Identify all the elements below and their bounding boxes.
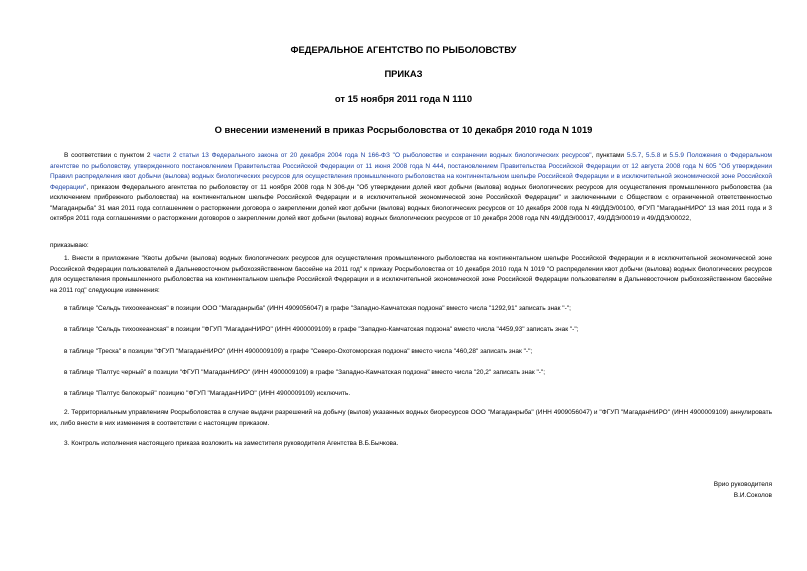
preamble-text-1: В соответствии с пунктом 2 xyxy=(64,152,154,159)
signatory-position: Врио руководителя xyxy=(713,481,772,488)
document-date-number: от 15 ноября 2011 года N 1110 xyxy=(334,93,473,104)
preamble-text-4: и xyxy=(660,152,670,159)
clause-link-558[interactable]: 5.5.8 xyxy=(645,152,661,159)
change-item: в таблице "Палтус белокорый" позицию "ФГУП "МагаданНИРО" (ИНН 4900009109) исключить. xyxy=(64,390,351,397)
clause-link-557[interactable]: 5.5.7 xyxy=(626,152,642,159)
preamble-paragraph xyxy=(50,151,772,225)
law-link[interactable]: части 2 статьи 13 Федерального закона от 20 декабря 2004 года N 166-ФЗ "О рыболовстве и сохранении водных биологических ресурсов" xyxy=(153,152,592,159)
document-title: О внесении изменений в приказ Росрыболовства от 10 декабря 2010 года N 1019 xyxy=(214,124,593,135)
agency-name: ФЕДЕРАЛЬНОЕ АГЕНТСТВО ПО РЫБОЛОВСТВУ xyxy=(290,44,517,55)
change-item: в таблице "Сельдь тихоокеанская" в позиции "ФГУП "МагаданНИРО" (ИНН 4900009109) в графе "Западно-Камчатская подзона" вместо числа "4459,93" записать знак "-"; xyxy=(64,326,579,333)
document-type: ПРИКАЗ xyxy=(384,68,423,79)
regulation-link-444[interactable]: 5.5.9 Положения о Федеральном агентстве по рыболовству, утвержденного постановлением Правительства Российской Федерации от 11 июня 2008 года N 444 xyxy=(50,152,773,170)
change-item: в таблице "Сельдь тихоокеанская" в позиции ООО "Магаданрыба" (ИНН 4909056047) в графе "Западно-Камчатская подзона" вместо числа "1292,91" записать знак "-"; xyxy=(64,305,571,312)
decree-link-605[interactable]: постановлением Правительства Российской Федерации от 12 августа 2008 года N 605 "Об утверждении Правил распределения квот добычи (вылова) водных биологических ресурсов для осуществления промышленного рыболовства на континентальном шельфе Российской Федерации и в исключительной экономической зоне Российской Федерации" xyxy=(50,162,772,191)
change-item: в таблице "Треска" в позиции "ФГУП "МагаданНИРО" (ИНН 4900009109) в графе "Северо-Охотоморская подзона" вместо числа "460,28" записать знак "-"; xyxy=(64,348,533,355)
item-1-paragraph: 1. Внести в приложение "Квоты добычи (вылова) водных биологических ресурсов для осуществления промышленного рыболовства на континентальном шельфе Российской Федерации и в исключительной экономической зоне Российской Федерации пользователей в Дальневосточном рыбохозяйственном бассейне на 2011 год" к приказу Росрыболовства от 10 декабря 2010 года N 1019 "О распределении квот добычи (вылова) водных биологических ресурсов для осуществления промышленного рыболовства на континентальном шельфе Российской Федерации и в исключительной экономической зоне Российской Федерации пользователям в Дальневосточном рыбохозяйственном бассейне на 2011 год" следующие изменения: xyxy=(50,255,772,294)
item-2-paragraph: 2. Территориальным управлениям Росрыболовства в случае выдачи разрешений на добычу (вылов) указанных водных биоресурсов ООО "Магаданрыба" (ИНН 4909056047) и "ФГУП "МагаданНИРО" (ИНН 4900009109) аннулировать их, либо внести в них изменения в соответствии с настоящим приказом. xyxy=(50,409,772,427)
preamble-text-6: , приказом Федерального агентства по рыболовству от 11 ноября 2008 года N 306-дн "Об утверждении долей квот добычи (вылова) водных биологических ресурсов для осуществления промышленного рыболовства (за исключением прибрежного рыболовства) на континентальном шельфе Российской Федерации и в исключительной экономической зоне Российской Федерации" и заключенными с Обществом с ограниченной ответственностью "Магаданрыба" 31 мая 2011 года соглашением о расторжении договора о закреплении долей квот добычи (вылова) водных биологических ресурсов от 10 декабря 2008 года N 49/ДДЭ/00100, ФГУП "МагаданНИРО" 13 мая 2011 года и 3 октября 2011 года соглашениями о расторжении договоров о закреплении долей квот добычи (вылова) водных биологических ресурсов от 10 декабря 2008 года NN 49/ДДЭ/00017, 49/ДДЭ/00019 и 49/ДДЭ/00022, xyxy=(50,183,772,222)
preamble-text-2: , пунктами xyxy=(591,152,627,159)
signatory-name: В.И.Соколов xyxy=(733,492,772,499)
order-word: приказываю: xyxy=(50,242,89,249)
preamble-text-5: , xyxy=(443,162,448,170)
change-item: в таблице "Палтус черный" в позиции "ФГУП "МагаданНИРО" (ИНН 4900009109) в графе "Западно-Камчатская подзона" вместо числа "20,2" записать знак "-"; xyxy=(64,369,546,376)
preamble-text-3: , xyxy=(641,152,646,159)
item-3-paragraph: 3. Контроль исполнения настоящего приказа возложить на заместителя руководителя Агентства В.Б.Бычкова. xyxy=(64,440,399,447)
